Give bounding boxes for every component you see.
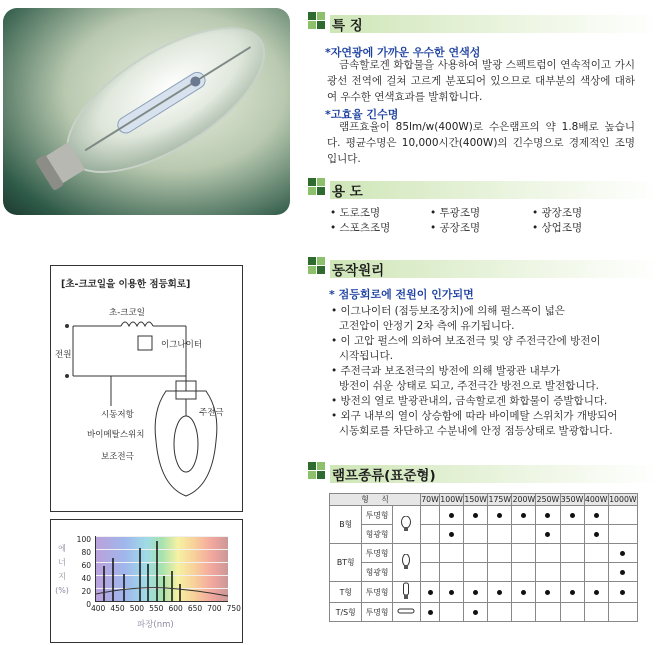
operation-line: • 이 고압 펄스에 의하여 보조전극 및 양 주전극간에 방전이	[331, 335, 601, 347]
operation-title: 동작원리	[332, 263, 385, 279]
lamp-watt-cell	[440, 525, 464, 544]
usage-item: • 스포츠조명	[330, 222, 391, 234]
lamp-watt-cell	[560, 582, 584, 603]
features-sub1: *자연광에 가까운 우수한 연색성	[325, 46, 481, 59]
circuit-diagram	[50, 265, 243, 512]
watt-header: 100W	[440, 495, 463, 504]
usage-header	[308, 178, 658, 202]
lamp-watt-cell	[421, 563, 440, 582]
lamp-finish-cell: 형광형	[362, 525, 392, 544]
usage-item: • 공장조명	[430, 222, 481, 234]
available-dot-icon	[545, 532, 550, 537]
lamp-watt-cell	[440, 582, 464, 603]
watt-header: 350W	[560, 495, 584, 504]
lamp-table	[329, 493, 638, 622]
lamp-watt-cell	[464, 506, 488, 525]
igniter-label: 이그나이터	[161, 340, 203, 350]
lamp-watt-cell	[464, 582, 488, 603]
lamp-watt-cell	[464, 525, 488, 544]
header-block-icon	[308, 257, 326, 275]
usage-item: • 도로조명	[330, 207, 381, 219]
watt-header: 1000W	[609, 495, 637, 504]
lamp-watt-cell	[608, 544, 637, 563]
lamp-watt-cell	[560, 563, 584, 582]
usage-title: 용 도	[332, 184, 363, 200]
spectrum-xtick: 400	[91, 604, 106, 613]
lamp-watt-cell	[512, 525, 536, 544]
operation-line: 방전이 쉬운 상태로 되고, 주전극간 방전으로 발전합니다.	[339, 380, 599, 392]
lamps-title: 램프종류(표준형)	[332, 468, 436, 484]
lamp-watt-cell	[512, 506, 536, 525]
lamp-watt-cell	[488, 582, 512, 603]
lamp-watt-cell	[512, 544, 536, 563]
available-dot-icon	[473, 513, 478, 518]
lamp-table-header	[330, 494, 638, 506]
watt-header: 70W	[421, 495, 439, 504]
spectrum-xtick: 450	[110, 604, 125, 613]
available-dot-icon	[473, 590, 478, 595]
available-dot-icon	[428, 610, 433, 615]
lamp-watt-cell	[440, 544, 464, 563]
watt-header: 250W	[536, 495, 560, 504]
watt-header: 175W	[488, 495, 512, 504]
features-header	[308, 12, 658, 36]
spectrum-ytick: 80	[81, 548, 91, 557]
lamp-watt-cell	[440, 506, 464, 525]
lamp-watt-cell	[536, 506, 560, 525]
available-dot-icon	[620, 570, 625, 575]
lamp-watt-cell	[488, 525, 512, 544]
features-para2: 램프효율이 85lm/w(400W)로 수은램프의 약 1.8배로 높습니다. 평균수명은 10,000시간(400W)의 긴수명으로 경제적인 조명입니다.	[327, 121, 635, 165]
spectrum-ylabel: 에 너 지 (%)	[55, 544, 69, 595]
available-dot-icon	[449, 590, 454, 595]
lamp-watt-cell	[536, 582, 560, 603]
available-dot-icon	[473, 610, 478, 615]
start-resistor-label: 시동저항	[101, 410, 134, 420]
lamp-photo	[3, 8, 290, 215]
lamp-watt-cell	[608, 525, 637, 544]
features-sub2: *고효율 긴수명	[325, 108, 399, 121]
spectrum-ytick: 0	[86, 600, 91, 609]
usage-item: • 상업조명	[532, 222, 583, 234]
lamp-watt-cell	[421, 603, 440, 622]
power-label: 전원	[55, 350, 72, 360]
lamp-table-row	[330, 582, 638, 603]
lamp-finish-cell: 투명형	[362, 582, 392, 603]
lamp-watt-cell	[584, 506, 608, 525]
bimetal-label: 바이메탈스위치	[87, 430, 145, 440]
available-dot-icon	[594, 513, 599, 518]
operation-line: 시동회로를 차단하고 수분내에 안정 점등상태로 발광합니다.	[339, 425, 613, 437]
usage-item: • 투광조명	[430, 207, 481, 219]
lamp-watt-cell	[421, 544, 440, 563]
watt-header: 400W	[584, 495, 608, 504]
available-dot-icon	[497, 513, 502, 518]
main-electrode-label: 주전극	[199, 408, 224, 418]
col-type: 형	[361, 495, 369, 504]
bulb-shape-icon	[392, 603, 420, 622]
lamp-watt-cell	[536, 603, 560, 622]
watt-header: 200W	[512, 495, 536, 504]
bulb-shape-icon	[392, 544, 420, 582]
available-dot-icon	[545, 590, 550, 595]
lamp-watt-cell	[440, 563, 464, 582]
lamp-type-cell: B형	[330, 506, 362, 544]
operation-header	[308, 257, 658, 281]
lamp-finish-cell: 형광형	[362, 563, 392, 582]
lamp-watt-cell	[464, 563, 488, 582]
header-block-icon	[308, 462, 326, 480]
lamp-watt-cell	[421, 582, 440, 603]
features-para1: 금속할로겐 화합물을 사용하여 발광 스펙트럼이 연속적이고 가시광선 전역에 걸쳐 고르게 분포되어 있으므로 대부분의 색상에 대하여 우수한 연색효과를 발휘합니다.	[327, 59, 635, 103]
lamp-watt-cell	[488, 603, 512, 622]
features-title: 특 징	[332, 18, 363, 34]
operation-line: 고전압이 안정기 2차 측에 유기됩니다.	[339, 320, 515, 332]
available-dot-icon	[521, 590, 526, 595]
lamp-watt-cell	[464, 603, 488, 622]
lamp-table-row	[330, 525, 638, 544]
operation-line: • 방전의 열로 발광관내의, 금속할로겐 화합물이 증발합니다.	[331, 395, 608, 407]
lamp-watt-cell	[536, 544, 560, 563]
lamp-watt-cell	[512, 563, 536, 582]
spectrum-plot	[95, 536, 228, 602]
lamp-watt-cell	[440, 603, 464, 622]
available-dot-icon	[497, 590, 502, 595]
spectrum-xtick: 700	[207, 604, 222, 613]
lamp-watt-cell	[488, 506, 512, 525]
lamp-watt-cell	[608, 603, 637, 622]
lamp-table-row	[330, 544, 638, 563]
spectrum-xtick: 650	[187, 604, 203, 613]
lamps-header	[308, 462, 658, 486]
available-dot-icon	[449, 513, 454, 518]
available-dot-icon	[449, 532, 454, 537]
spectrum-xtick: 600	[168, 604, 183, 613]
aux-electrode-label: 보조전극	[101, 452, 134, 462]
operation-line: • 주전극과 보조전극의 방전에 의해 발광관 내부가	[331, 365, 561, 377]
spectrum-ytick: 20	[81, 587, 91, 596]
spectrum-ytick: 60	[81, 561, 91, 570]
lamp-watt-cell	[536, 563, 560, 582]
lamp-watt-cell	[584, 525, 608, 544]
lamp-type-cell: T형	[330, 582, 362, 603]
spectrum-xlabel: 파장(nm)	[137, 620, 174, 630]
operation-line: • 이그나이터 (점등보조장치)에 의해 펄스폭이 넓은	[331, 305, 565, 317]
usage-item: • 광장조명	[532, 207, 583, 219]
available-dot-icon	[620, 590, 625, 595]
available-dot-icon	[594, 532, 599, 537]
lamp-watt-cell	[421, 525, 440, 544]
lamp-watt-cell	[488, 563, 512, 582]
lamp-watt-cell	[421, 506, 440, 525]
lamp-watt-cell	[560, 525, 584, 544]
operation-line: • 외구 내부의 열이 상승함에 따라 바이메탈 스위치가 개방되어	[331, 410, 618, 422]
lamp-watt-cell	[512, 603, 536, 622]
lamp-watt-cell	[536, 525, 560, 544]
operation-sub: * 점등회로에 전원이 인가되면	[329, 288, 474, 301]
lamp-watt-cell	[584, 563, 608, 582]
lamp-watt-cell	[560, 506, 584, 525]
lamp-watt-cell	[464, 544, 488, 563]
lamp-table-row	[330, 603, 638, 622]
lamp-watt-cell	[560, 603, 584, 622]
lamp-watt-cell	[584, 603, 608, 622]
lamp-finish-cell: 투명형	[362, 506, 392, 525]
circuit-title: [초-크코일을 이용한 점등회로]	[61, 279, 191, 290]
lamp-watt-cell	[608, 506, 637, 525]
available-dot-icon	[594, 590, 599, 595]
lamp-watt-cell	[584, 544, 608, 563]
spectrum-xtick: 500	[129, 604, 145, 613]
available-dot-icon	[545, 513, 550, 518]
watt-header: 150W	[464, 495, 487, 504]
lamp-type-cell: BT형	[330, 544, 362, 582]
col-shape: 식	[381, 495, 389, 504]
available-dot-icon	[620, 551, 625, 556]
spectrum-xtick: 750	[226, 604, 241, 613]
lamp-table-row	[330, 506, 638, 525]
lamp-watt-cell	[560, 544, 584, 563]
available-dot-icon	[428, 590, 433, 595]
operation-line: 시작됩니다.	[339, 350, 394, 362]
lamp-table-row	[330, 563, 638, 582]
spectrum-ytick: 40	[81, 574, 91, 583]
spectrum-ytick: 100	[76, 535, 91, 544]
bulb-shape-icon	[392, 582, 420, 603]
header-block-icon	[308, 12, 326, 30]
lamp-finish-cell: 투명형	[362, 603, 392, 622]
available-dot-icon	[521, 513, 526, 518]
lamp-watt-cell	[488, 544, 512, 563]
lamp-finish-cell: 투명형	[362, 544, 392, 563]
spectrum-chart	[50, 519, 243, 643]
lamp-watt-cell	[608, 582, 637, 603]
spectrum-xtick: 550	[149, 604, 164, 613]
lamp-watt-cell	[512, 582, 536, 603]
available-dot-icon	[570, 590, 575, 595]
lamp-watt-cell	[584, 582, 608, 603]
header-block-icon	[308, 178, 326, 196]
lamp-type-cell: T/S형	[330, 603, 362, 622]
available-dot-icon	[570, 513, 575, 518]
choke-label: 초-크코일	[109, 308, 145, 318]
lamp-watt-cell	[608, 563, 637, 582]
bulb-shape-icon	[392, 506, 420, 544]
